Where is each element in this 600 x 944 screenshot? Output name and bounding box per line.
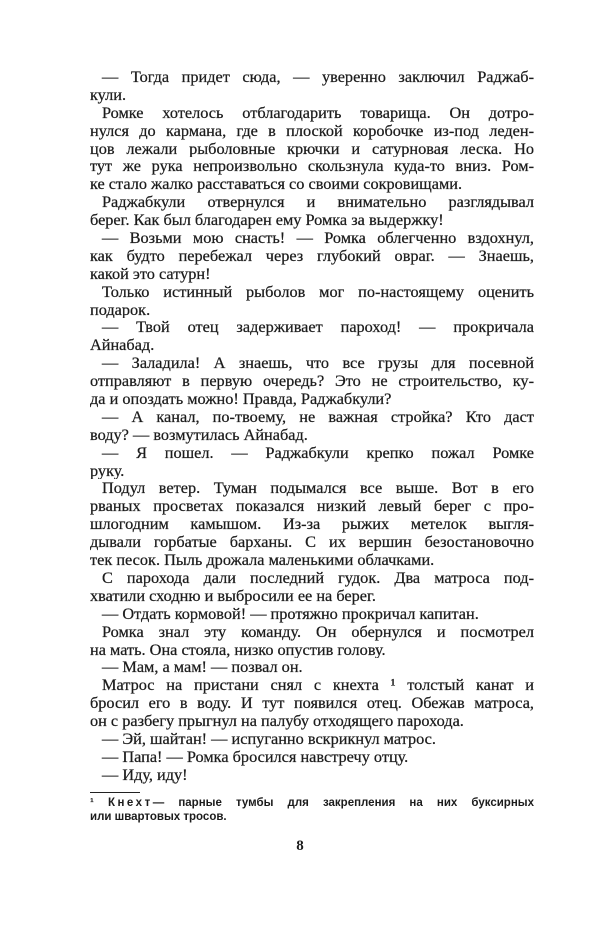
footnote-term: Кнехт — [107, 797, 153, 809]
text-line: да и опоздать можно! Правда, Раджабкули? — [90, 390, 392, 408]
text-line: как будто перебежал через глубокий овраг. — Знаешь, — [90, 246, 534, 265]
text-line: — А канал, по-твоему, не важная стройка? Кто даст — [102, 407, 534, 426]
text-line: — Тогда придет сюда, — уверенно заключил Раджаб- — [102, 68, 534, 86]
text-line: С парохода дали последний гудок. Два матроса под- — [102, 568, 534, 587]
text-line: Ромка знал эту команду. Он обернулся и посмотрел — [102, 622, 534, 641]
text-line: нулся до кармана, где в плоской коробочке из-под леден- — [90, 121, 534, 140]
text-line: подарок. — [90, 300, 151, 319]
text-line: Матрос на пристани снял с кнехта ¹ толстый канат и — [102, 676, 534, 695]
text-line: тек песок. Пыль дрожала маленькими облачками. — [90, 551, 435, 569]
footnote-definition: — парные тумбы для закрепления на них буксирных — [152, 797, 534, 809]
text-line: Подул ветер. Туман подымался все выше. Вот в его — [102, 479, 534, 498]
text-line: шлогодним камышом. Из-за рыжих метелок выгля- — [90, 515, 534, 534]
text-line: на мать. Она стояла, низко опустив голову. — [90, 640, 386, 659]
footnote-line: или швартовых тросов. — [90, 811, 227, 823]
text-line: Айнабад. — [90, 336, 155, 355]
footnote-line — [90, 796, 534, 810]
text-line: отправляют в первую очередь? Это не строительство, ку- — [90, 372, 534, 391]
text-line: — Твой отец задерживает пароход! — прокричала — [102, 318, 534, 337]
text-line: рваных просветах показался низкий левый берег с про- — [90, 497, 534, 516]
text-line: берег. Как был благодарен ему Ромка за выдержку! — [90, 211, 444, 230]
text-line: Раджабкули отвернулся и внимательно разглядывал — [102, 193, 534, 212]
text-line: Только истинный рыболов мог по-настоящему оценить — [102, 282, 534, 301]
text-line: руку. — [90, 461, 125, 480]
text-line: — Отдать кормовой! — протяжно прокричал капитан. — [102, 604, 479, 623]
text-line: тут же рука непроизвольно скользнула куда-то вниз. Ром- — [90, 157, 534, 176]
text-line: — Возьми мою снасть! — Ромка облегченно вздохнул, — [102, 229, 534, 247]
text-line: хватили сходню и выбросили ее на берег. — [90, 586, 376, 605]
text-line: — Мам, а мам! — позвал он. — [102, 658, 303, 677]
text-line: — Папа! — Ромка бросился навстречу отцу. — [102, 747, 409, 766]
text-line: — Заладила! А знаешь, что все грузы для посевной — [102, 354, 534, 373]
body-text — [90, 68, 534, 784]
text-line: — Я пошел. — Раджабкули крепко пожал Ромке — [102, 443, 534, 462]
text-line: кули. — [90, 85, 127, 104]
text-line: он с разбегу прыгнул на палубу отходящего парохода. — [90, 712, 464, 730]
text-line: дывали горбатые барханы. С их вершин безостановочно — [90, 533, 534, 552]
page-number: 8 — [296, 838, 304, 854]
text-line: — Эй, шайтан! — испуганно вскрикнул матрос. — [102, 729, 436, 748]
text-line: бросил его в воду. И тут появился отец. Обежав матроса, — [90, 694, 534, 713]
footnote-marker: ¹ — [90, 797, 94, 809]
footnote — [90, 796, 534, 824]
text-line: ке стало жалко расставаться со своими сокровищами. — [90, 175, 463, 194]
text-line: — Иду, иду! — [102, 765, 188, 784]
footnote-divider — [90, 792, 140, 793]
text-line: цов лежали рыболовные крючки и сатурновая леска. Но — [90, 139, 534, 158]
text-line: Ромке хотелось отблагодарить товарища. Он дотро- — [102, 103, 534, 122]
text-line: какой это сатурн! — [90, 264, 211, 283]
text-line: воду? — возмутилась Айнабад. — [90, 425, 308, 444]
